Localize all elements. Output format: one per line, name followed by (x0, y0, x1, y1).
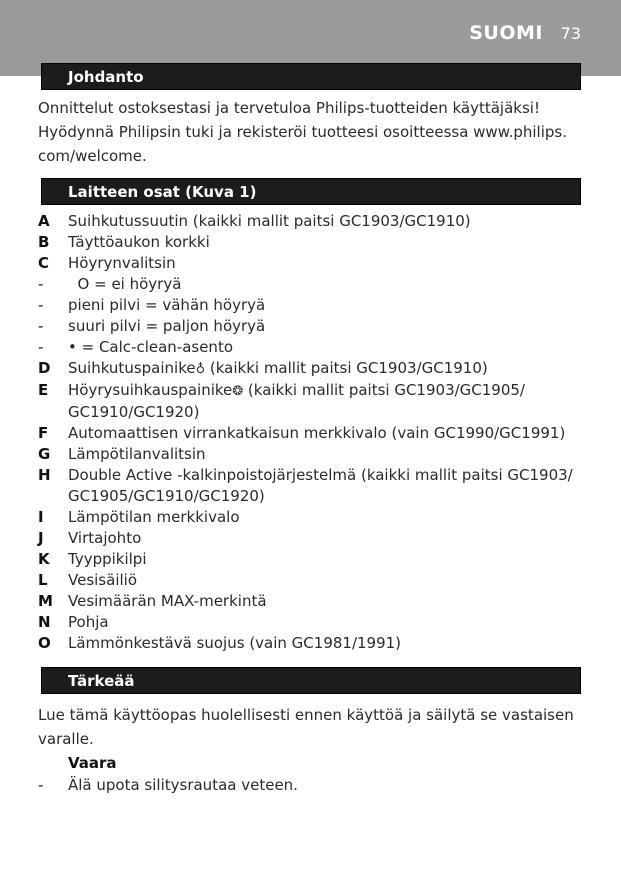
item-key: L (38, 571, 48, 589)
intro-paragraph: Onnittelut ostoksestasi ja tervetuloa Philips-tuotteiden käyttäjäksi! Hyödynnä Philipsin tuki ja rekisteröi tuotteesi osoitteessa www.philips. com/welcome. (38, 99, 567, 165)
item-note: (kaikki mallit paitsi GC1903/GC1905/ GC1910/GC1920) (68, 381, 525, 421)
list-item (38, 295, 588, 316)
item-text (68, 465, 588, 507)
item-label: Vesisäiliö (68, 571, 137, 589)
item-text (68, 253, 588, 274)
item-label: Lämpötilan merkkivalo (68, 508, 240, 526)
item-label: O = ei höyryä (68, 275, 182, 293)
item-key: B (38, 233, 50, 251)
item-text (68, 549, 588, 570)
item-text (68, 358, 588, 380)
item-key: J (38, 529, 44, 547)
item-key: H (38, 466, 51, 484)
list-item (38, 380, 588, 423)
parts-list (38, 211, 588, 654)
item-key: - (38, 275, 44, 293)
list-item (38, 253, 588, 274)
item-text (68, 507, 588, 528)
danger-list (38, 775, 583, 796)
item-label: Tyyppikilpi (68, 550, 147, 568)
important-paragraph: Lue tämä käyttöopas huolellisesti ennen käyttöä ja säilytä se vastaisen varalle. (38, 706, 574, 748)
item-label: Virtajohto (68, 529, 142, 547)
item-label: Automaattisen virrankatkaisun merkkivalo (vain GC1990/GC1991) (68, 424, 566, 442)
button-symbol-icon: ♁ (195, 362, 206, 377)
list-item (38, 232, 588, 253)
section-title: Johdanto (68, 68, 144, 86)
item-text (68, 633, 588, 654)
section-header-parts (41, 178, 581, 205)
item-text (68, 316, 588, 337)
item-label: Double Active -kalkinpoistojärjestelmä (kaikki mallit paitsi GC1903/ GC1905/GC1910/GC1920) (68, 466, 578, 505)
section-header-intro (41, 63, 581, 90)
list-item (38, 423, 588, 444)
item-text (68, 775, 583, 796)
page-number: 73 (560, 24, 581, 43)
list-item (38, 591, 588, 612)
language-title: SUOMI (469, 22, 543, 44)
item-key: M (38, 592, 53, 610)
list-item (38, 211, 588, 232)
item-key: O (38, 634, 51, 652)
list-item (38, 549, 588, 570)
item-label: Höyrynvalitsin (68, 254, 176, 272)
item-label: Lämmönkestävä suojus (vain GC1981/1991) (68, 634, 402, 652)
item-text (68, 591, 588, 612)
item-key: I (38, 508, 44, 526)
section-header-important (41, 667, 581, 694)
item-label: Täyttöaukon korkki (68, 233, 210, 251)
item-key: - (38, 317, 44, 335)
item-key: A (38, 212, 50, 230)
item-key: F (38, 424, 49, 442)
item-note: (kaikki mallit paitsi GC1903/GC1910) (205, 359, 488, 377)
item-key: D (38, 359, 51, 377)
item-text (68, 612, 588, 633)
item-text (68, 423, 588, 444)
list-item (38, 507, 588, 528)
item-text (68, 211, 588, 232)
list-item (38, 612, 588, 633)
item-label: • = Calc-clean-asento (68, 338, 233, 356)
section-title: Laitteen osat (Kuva 1) (68, 183, 257, 201)
item-text (68, 337, 588, 358)
item-text (68, 274, 588, 295)
list-item (38, 274, 588, 295)
item-label: Höyrysuihkauspainike (68, 381, 233, 399)
item-text (68, 380, 588, 423)
list-item (38, 444, 588, 465)
item-text (68, 295, 588, 316)
item-key: G (38, 445, 51, 463)
item-key: - (38, 296, 44, 314)
list-item (38, 337, 588, 358)
item-text (68, 570, 588, 591)
item-text (68, 528, 588, 549)
item-key: N (38, 613, 51, 631)
item-key: K (38, 550, 50, 568)
list-item (38, 358, 588, 380)
section-title: Tärkeää (68, 672, 135, 690)
item-key: E (38, 381, 49, 399)
list-item (38, 570, 588, 591)
item-label: Suihkutussuutin (kaikki mallit paitsi GC1903/GC1910) (68, 212, 471, 230)
list-item (38, 465, 588, 507)
item-label: Suihkutuspainike (68, 359, 196, 377)
item-label: Lämpötilanvalitsin (68, 445, 206, 463)
item-text (68, 232, 588, 253)
item-label: Pohja (68, 613, 109, 631)
item-label: pieni pilvi = vähän höyryä (68, 296, 266, 314)
list-item (38, 775, 583, 796)
item-label: Älä upota silitysrautaa veteen. (68, 776, 298, 794)
button-symbol-icon: ❂ (232, 384, 244, 399)
list-item (38, 316, 588, 337)
list-item (38, 528, 588, 549)
item-text (68, 444, 588, 465)
item-key: - (38, 338, 44, 356)
item-key: - (38, 776, 44, 794)
danger-title: Vaara (68, 754, 117, 772)
list-item (38, 633, 588, 654)
item-label: suuri pilvi = paljon höyryä (68, 317, 266, 335)
item-key: C (38, 254, 50, 272)
item-label: Vesimäärän MAX-merkintä (68, 592, 267, 610)
